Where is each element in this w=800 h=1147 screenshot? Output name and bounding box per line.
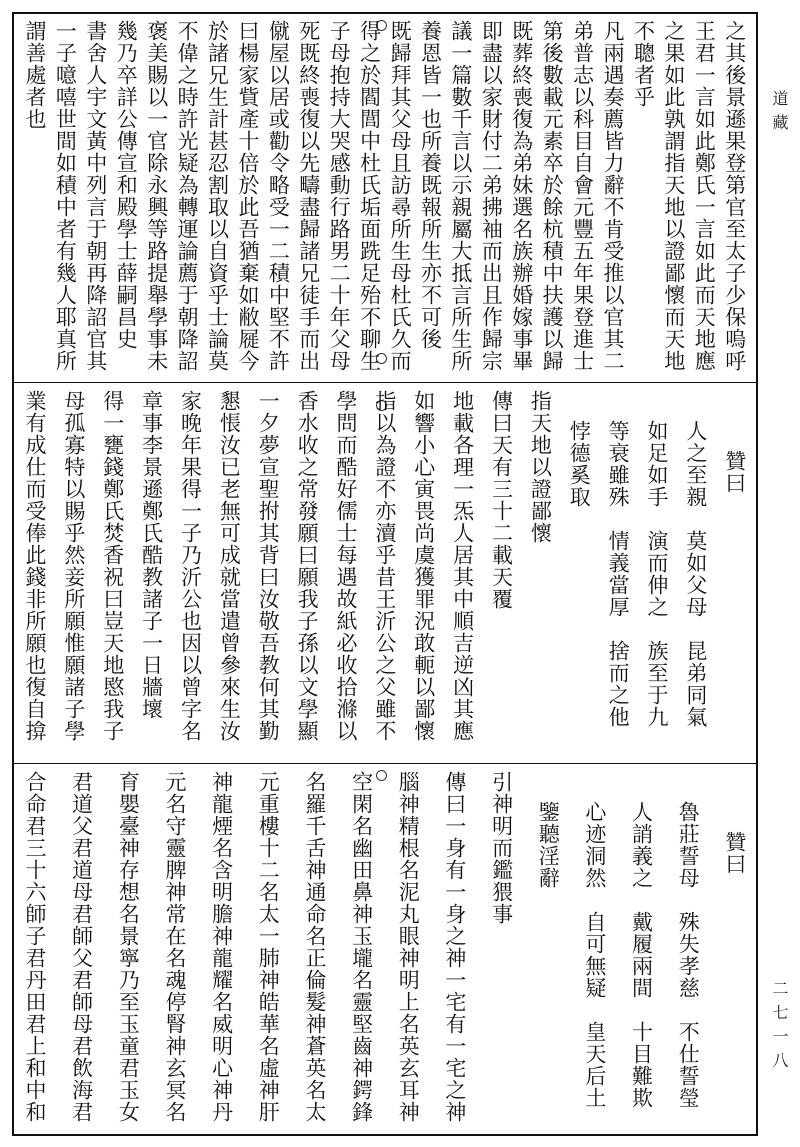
- text-column: 不聰者乎: [631, 20, 656, 108]
- text-column: 如響小心寅畏尚虞獲罪況敢軛以鄙懷: [411, 390, 436, 742]
- text-column: 子母抱持大哭感動行路男二十年父母: [327, 20, 352, 372]
- text-column: 家晚年果得一子乃沂公也因以曾字名: [178, 390, 203, 742]
- text-column: 僦屋以居或勸令略受一二積中堅不許: [266, 20, 291, 372]
- text-panel-bottom: [14, 765, 756, 1135]
- text-column: 懇悵汝已老無可成就當遣曾參來生汝: [217, 390, 242, 742]
- text-column: 名羅千舌神通命名正倫髮神蒼英名太: [302, 771, 327, 1123]
- text-column: 指天地以證鄙懷: [528, 390, 553, 544]
- text-column: 腦神精根名泥丸眼神明上名英玄耳神: [396, 771, 421, 1123]
- text-column: 等衰雖殊 情義當厚 捨而之他: [606, 420, 631, 728]
- text-column: 之其後景遜果登第官至太子少保嗚呼: [722, 20, 747, 372]
- text-column: 空閑名幽田鼻神玉壠名靈堅齒神鍔鋒: [349, 771, 374, 1123]
- text-panel-top: [14, 14, 756, 381]
- text-column: 得一甕錢鄭氏焚香祝曰豈天地愍我子: [100, 390, 125, 742]
- text-column: 神龍煙名含明膽神龍耀名威明心神丹: [209, 771, 234, 1123]
- text-column: 弟普志以科目自會元豐五年果登進士: [570, 20, 595, 372]
- text-column: 母孤寡特以賜乎然妾所願惟願諸子學: [61, 390, 86, 742]
- text-column: 曰楊家貲產十倍於此吾猶棄如敝屣今: [235, 20, 260, 372]
- page-number: 二七一八: [770, 980, 789, 1076]
- text-column: 香水收之常發願曰願我子孫以文學顯: [295, 390, 320, 742]
- text-column: 業有成仕而受俸此錢非所願也復自揜: [23, 390, 47, 742]
- text-column: 一夕夢宣聖拊其背曰汝敬吾教何其勤: [256, 390, 281, 742]
- text-column: 書舍人宇文黃中列言于朝再降詔官其: [83, 20, 108, 372]
- text-column: 第後數載元素卒於餘杭積中扶護以歸: [540, 20, 565, 372]
- text-column: 褒美賜以一官除永興等路提舉學事未: [144, 20, 169, 372]
- text-column: 學問而酷好儒士每遇故紙必收拾滌以: [334, 390, 358, 742]
- text-column: 鑒聽淫辭: [536, 801, 561, 889]
- text-column: 合命君三十六師子君丹田君上和中和: [23, 771, 47, 1123]
- text-column: 魯莊誓母 殊失孝慈 不仕誓瑩: [676, 801, 701, 1109]
- text-column: 幾乃卒詳公傳宣和殿學士薛嗣昌史: [114, 20, 139, 350]
- text-column: 元名守靈脾神常在名魂停腎神玄冥名: [162, 771, 187, 1123]
- text-column: 贊曰: [722, 831, 747, 875]
- text-column: 謂善處者也: [23, 20, 47, 130]
- text-column: 凡兩遇奏薦皆力辭不肯受推以官其二: [601, 20, 626, 372]
- text-column: 不偉之時許光疑為轉運論薦于朝降詔: [175, 20, 200, 372]
- text-column: 君道父君道母君師父君師母君飲海君: [69, 771, 94, 1123]
- text-column: 元重樓十二名太一肺神皓華名虛神肝: [256, 771, 281, 1123]
- text-column: 指以為證不亦瀆乎昔王沂公之父雖不: [372, 390, 397, 742]
- text-column: 一子噫嘻世間如積中者有幾人耶真所: [53, 20, 78, 372]
- text-column: 如足如手 演而伸之 族至于九: [645, 420, 669, 728]
- text-column: 傳曰天有三十二載天覆: [489, 390, 514, 610]
- text-column: 議一篇數千言以示親屬大抵言所生所: [448, 20, 473, 372]
- text-panel-middle: [14, 384, 756, 762]
- text-column: 既葬終喪復為弟妹選名族辦婚嫁事畢: [509, 20, 534, 372]
- text-column: 引神明而鑑猥事: [489, 771, 514, 925]
- text-column: 傳曰一身有一身之神一宅有一宅之神: [442, 771, 467, 1123]
- text-column: 養恩皆一也所養既報所生亦不可後: [418, 20, 443, 350]
- text-column: 育嬰臺神存想名景寧乃至玉童君玉女: [116, 771, 141, 1123]
- text-column: 人誚義之 戴履兩間 十目難欺: [629, 801, 654, 1109]
- text-column: 贊曰: [722, 450, 747, 494]
- text-column: 悖德奚取: [567, 420, 592, 508]
- text-column: 王君一言如此鄭氏一言如此而天地應: [692, 20, 717, 372]
- collection-label: 道藏: [770, 90, 789, 138]
- text-column: 地載各理一炁人居其中順吉逆凶其應: [450, 390, 475, 742]
- text-column: 得之於閻閭中杜氏垢面跣足殆不聊生: [357, 20, 382, 372]
- text-column: 既歸拜其父母且訪尋所生母杜氏久而: [388, 20, 413, 372]
- section-divider-2: [12, 763, 758, 764]
- text-column: 章事李景遜鄭氏酷教諸子一日牆壞: [139, 390, 164, 720]
- text-column: 於諸兄生計甚忍割取以自資乎士論莫: [205, 20, 230, 372]
- section-divider-1: [12, 382, 758, 383]
- text-column: 之果如此孰謂指天地以證鄙懷而天地: [661, 20, 686, 372]
- text-column: 心迹洞然 自可無疑 皇天后土: [582, 801, 607, 1109]
- text-column: 死既終喪復以先疇盡歸諸兄徒手而出: [296, 20, 321, 372]
- text-column: 即盡以家財付二弟拂袖而出且作歸宗: [479, 20, 504, 372]
- text-column: 人之至親 莫如父母 昆弟同氣: [683, 420, 708, 728]
